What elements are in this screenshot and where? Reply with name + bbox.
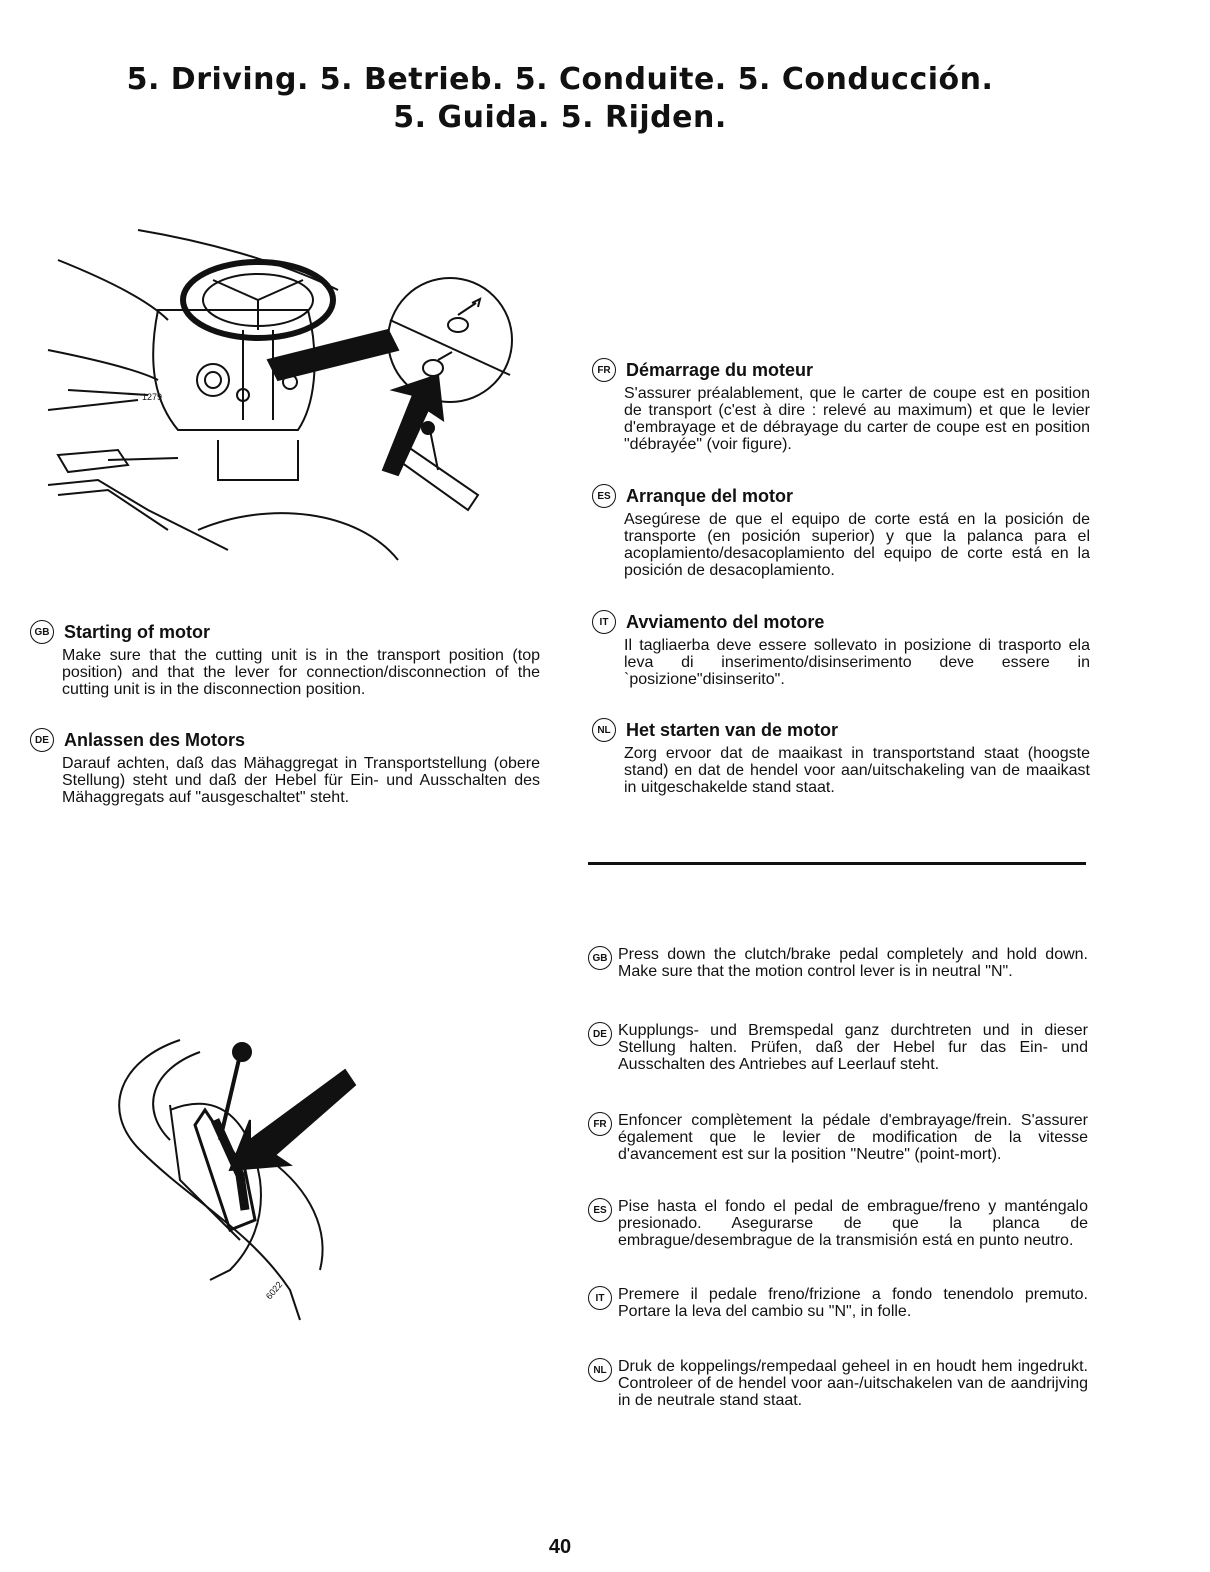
figure-lever-illustration — [100, 1030, 360, 1330]
instruction-gb — [588, 946, 1088, 980]
instruction-text: Druk de koppelings/rempedaal geheel in en houdt hem ingedrukt. Controleer of de hendel voor aan-/uitschakelen van de aandrijving in de neutrale stand staat. — [618, 1358, 1088, 1409]
figure-2-code: 6022 — [263, 1279, 285, 1302]
instruction-nl — [588, 1358, 1088, 1409]
instruction-text: Press down the clutch/brake pedal completely and hold down. Make sure that the motion control lever is in neutral "N". — [618, 946, 1088, 980]
section-heading: Het starten van de motor — [626, 719, 839, 740]
section-text: Asegúrese de que el equipo de corte está en la posición de transporte (en posición superior) y que la palanca para el acoplamiento/desacoplamiento del equipo de corte está en la posición de desacoplamiento. — [624, 511, 1090, 579]
de-flag-icon: DE — [588, 1022, 612, 1046]
page-title-line-1: 5. Driving. 5. Betrieb. 5. Conduite. 5. Conducción. — [126, 62, 994, 97]
section-heading: Arranque del motor — [626, 485, 794, 506]
it-flag-icon: IT — [592, 610, 616, 634]
section-text: Il tagliaerba deve essere sollevato in posizione di trasporto ela leva di inserimento/disinserimento deve essere in `posizione"disinserito". — [624, 637, 1090, 688]
instruction-text: Enfoncer complètement la pédale d'embrayage/frein. S'assurer également que le levier de modification de la vitesse d'avancement est sur la position "Neutre" (point-mort). — [618, 1112, 1088, 1163]
section-de-starting — [30, 728, 540, 806]
figure-dashboard-illustration — [38, 220, 538, 580]
es-flag-icon: ES — [588, 1198, 612, 1222]
fr-flag-icon: FR — [588, 1112, 612, 1136]
instruction-text: Pise hasta el fondo el pedal de embrague/freno y manténgalo presionado. Asegurarse de que la planca de embrague/desembrague de la transmisión está en punto neutro. — [618, 1198, 1088, 1249]
instruction-text: Premere il pedale freno/frizione a fondo tenendolo premuto. Portare la leva del cambio su "N", in folle. — [618, 1286, 1088, 1320]
section-fr-starting — [592, 358, 1090, 453]
de-flag-icon: DE — [30, 728, 54, 752]
it-flag-icon: IT — [588, 1286, 612, 1310]
fr-flag-icon: FR — [592, 358, 616, 382]
instruction-es — [588, 1198, 1088, 1249]
nl-flag-icon: NL — [592, 718, 616, 742]
section-gb-starting — [30, 620, 540, 698]
section-heading: Anlassen des Motors — [64, 729, 246, 750]
section-es-starting — [592, 484, 1090, 579]
section-it-starting — [592, 610, 1090, 688]
instruction-de — [588, 1022, 1088, 1073]
nl-flag-icon: NL — [588, 1358, 612, 1382]
gb-flag-icon: GB — [588, 946, 612, 970]
page-number: 40 — [548, 1536, 572, 1558]
section-heading: Starting of motor — [64, 621, 210, 642]
instruction-text: Kupplungs- und Bremspedal ganz durchtreten und in dieser Stellung halten. Prüfen, daß der Hebel fur das Ein- und Ausschalten des Antriebes auf Leerlauf steht. — [618, 1022, 1088, 1073]
gb-flag-icon: GB — [30, 620, 54, 644]
es-flag-icon: ES — [592, 484, 616, 508]
instruction-it — [588, 1286, 1088, 1320]
section-text: Darauf achten, daß das Mähaggregat in Transportstellung (obere Stellung) steht und daß der Hebel für Ein- und Ausschalten des Mähaggregats auf "ausgeschaltet" steht. — [62, 755, 540, 806]
section-nl-starting — [592, 718, 1090, 796]
section-text: Zorg ervoor dat de maaikast in transportstand staat (hoogste stand) en dat de hendel voor aan/uitschakeling van de maaikast in uitgeschakelde stand staat. — [624, 745, 1090, 796]
section-heading: Avviamento del motore — [626, 611, 825, 632]
instruction-fr — [588, 1112, 1088, 1163]
section-text: S'assurer préalablement, que le carter de coupe est en position de transport (c'est à dire : relevé au maximum) et que le levier d'embrayage et de débrayage du carter de coupe est en position "débrayée" (voir figure). — [624, 385, 1090, 453]
page-title-line-2: 5. Guida. 5. Rijden. — [393, 100, 727, 135]
figure-1-code: 1279 — [142, 392, 163, 402]
section-divider — [588, 862, 1086, 865]
section-text: Make sure that the cutting unit is in the transport position (top position) and that the lever for connection/disconnection of the cutting unit is in the disconnection position. — [62, 647, 540, 698]
section-heading: Démarrage du moteur — [626, 359, 814, 380]
